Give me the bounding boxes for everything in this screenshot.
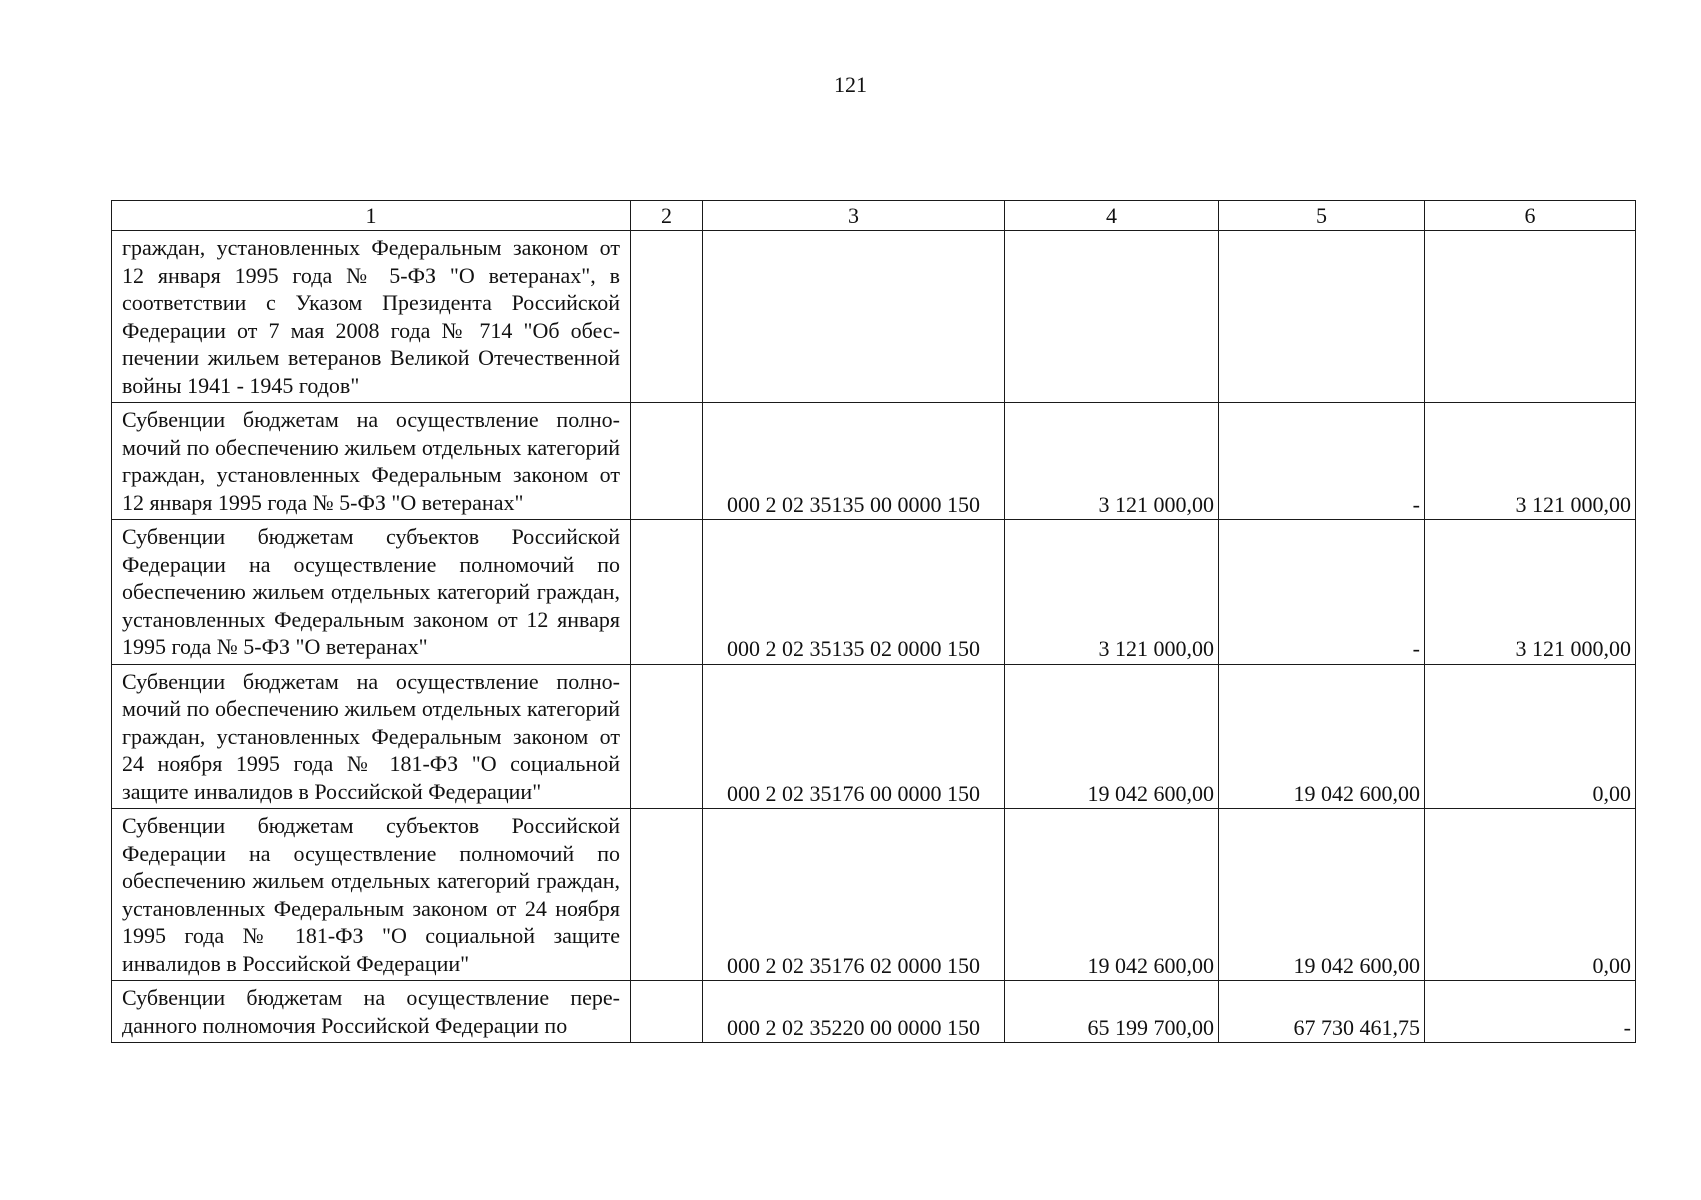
row-col5: - [1219, 403, 1425, 520]
table-row [112, 520, 1636, 665]
row-col5: - [1219, 520, 1425, 665]
row-code: 000 2 02 35176 00 0000 150 [703, 664, 1005, 809]
table-row [112, 403, 1636, 520]
row-code: 000 2 02 35220 00 0000 150 [703, 981, 1005, 1043]
row-col2 [631, 231, 703, 403]
row-code: 000 2 02 35135 00 0000 150 [703, 403, 1005, 520]
column-header-2: 2 [631, 201, 703, 231]
column-header-5: 5 [1219, 201, 1425, 231]
column-header-3: 3 [703, 201, 1005, 231]
row-col6 [1425, 231, 1636, 403]
row-col2 [631, 403, 703, 520]
column-number-row [112, 201, 1636, 231]
row-col2 [631, 664, 703, 809]
row-description: Субвенции бюджетам субъектов Российской Федерации на осуществление полномочий по обеспечению жильем отдельных категорий граждан, установленных Федеральным законом от 24 ноября 1995 года № 181-ФЗ "О социальной защите инвалидов в Российской Федерации" [112, 809, 631, 981]
table-row [112, 809, 1636, 981]
row-col5: 19 042 600,00 [1219, 809, 1425, 981]
row-col6: 3 121 000,00 [1425, 520, 1636, 665]
row-code: 000 2 02 35135 02 0000 150 [703, 520, 1005, 665]
row-description: Субвенции бюджетам на осуществление полномочий по обеспечению жильем отдельных категорий граждан, установленных Федеральным законом от 24 ноября 1995 года № 181-ФЗ "О социальной защите инвалидов в Российской Федерации" [112, 664, 631, 809]
row-col5: 19 042 600,00 [1219, 664, 1425, 809]
row-col4: 19 042 600,00 [1005, 809, 1219, 981]
row-description: Субвенции бюджетам на осуществление переданного полномочия Российской Федерации по [112, 981, 631, 1043]
column-header-1: 1 [112, 201, 631, 231]
column-header-4: 4 [1005, 201, 1219, 231]
row-col2 [631, 520, 703, 665]
row-description: граждан, установленных Федеральным законом от 12 января 1995 года № 5-ФЗ "О ветеранах", в соответствии с Указом Президента Российской Федерации от 7 мая 2008 года № 714 "Об обеспечении жильем ветеранов Великой Отечественной войны 1941 - 1945 годов" [112, 231, 631, 403]
row-col4: 3 121 000,00 [1005, 403, 1219, 520]
row-col5 [1219, 231, 1425, 403]
row-col4: 65 199 700,00 [1005, 981, 1219, 1043]
row-col6: 0,00 [1425, 664, 1636, 809]
row-col2 [631, 809, 703, 981]
table-row [112, 981, 1636, 1043]
row-col4: 3 121 000,00 [1005, 520, 1219, 665]
table-row [112, 231, 1636, 403]
row-col5: 67 730 461,75 [1219, 981, 1425, 1043]
row-code [703, 231, 1005, 403]
row-col6: 3 121 000,00 [1425, 403, 1636, 520]
page-number: 121 [834, 72, 867, 97]
column-header-6: 6 [1425, 201, 1636, 231]
row-col4 [1005, 231, 1219, 403]
row-col6: 0,00 [1425, 809, 1636, 981]
table-row [112, 664, 1636, 809]
row-code: 000 2 02 35176 02 0000 150 [703, 809, 1005, 981]
row-description: Субвенции бюджетам субъектов Российской Федерации на осуществление полномочий по обеспечению жильем отдельных категорий граждан, установленных Федеральным законом от 12 января 1995 года № 5-ФЗ "О ветеранах" [112, 520, 631, 665]
row-col6: - [1425, 981, 1636, 1043]
row-col2 [631, 981, 703, 1043]
budget-table [111, 200, 1636, 1043]
row-description: Субвенции бюджетам на осуществление полномочий по обеспечению жильем отдельных категорий граждан, установленных Федеральным законом от 12 января 1995 года № 5-ФЗ "О ветеранах" [112, 403, 631, 520]
row-col4: 19 042 600,00 [1005, 664, 1219, 809]
